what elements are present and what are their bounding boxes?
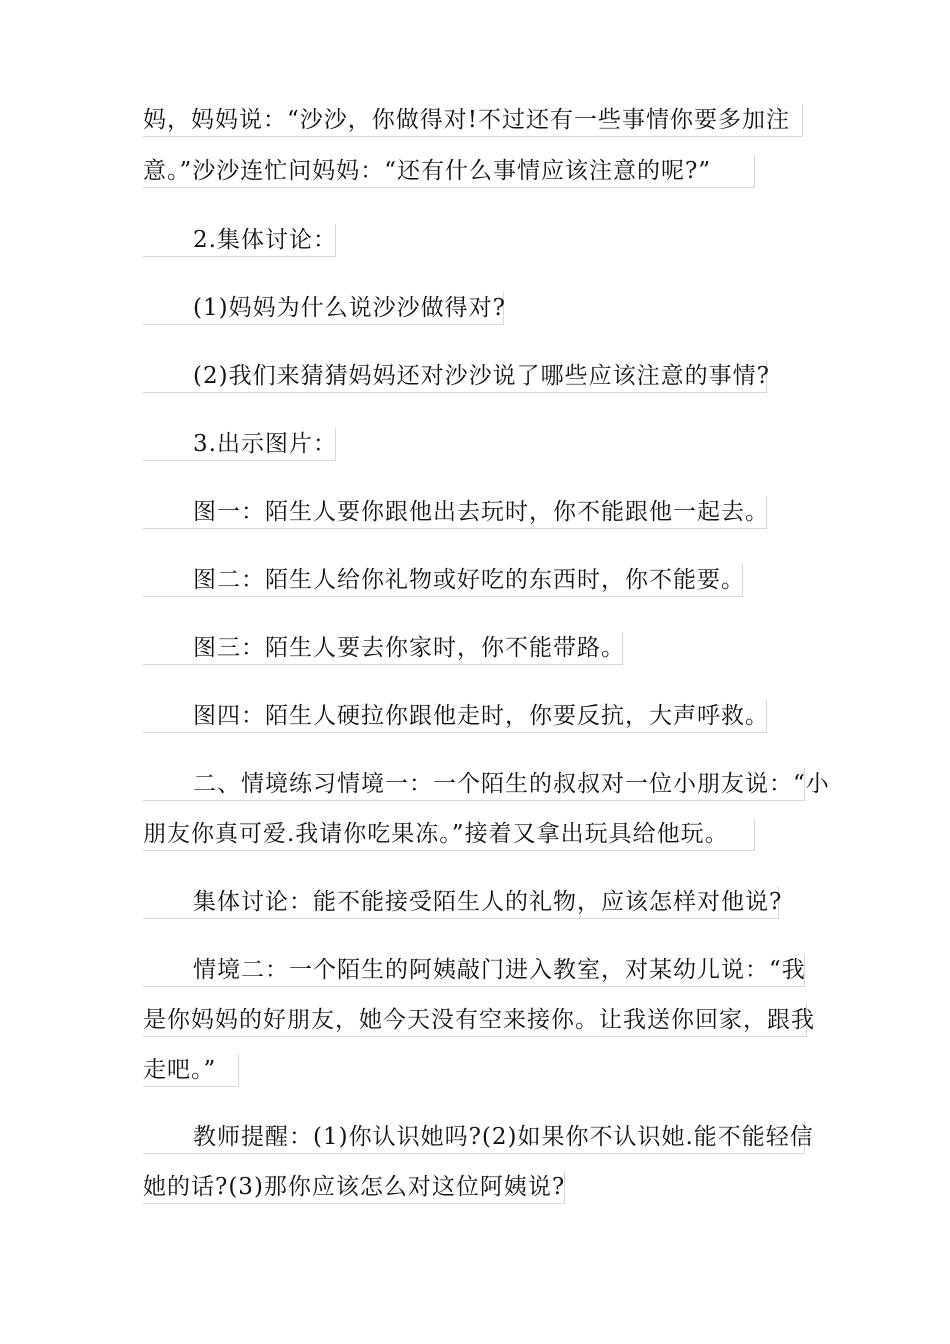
paragraph-line: 教师提醒：(1)你认识她吗?(2)如果你不认识她.能不能轻信: [143, 1121, 805, 1154]
question-item: (2)我们来猜猜妈妈还对沙沙说了哪些应该注意的事情?: [143, 360, 767, 393]
paragraph-line: 情境二：一个陌生的阿姨敲门进入教室，对某幼儿说：“我: [143, 954, 805, 987]
discussion-question: 集体讨论：能不能接受陌生人的礼物，应该怎样对他说?: [143, 886, 779, 919]
section-heading: 3.出示图片：: [143, 428, 336, 461]
picture-description: 图二：陌生人给你礼物或好吃的东西时，你不能要。: [143, 564, 743, 597]
section-heading: 2.集体讨论：: [143, 224, 336, 257]
paragraph-line: 意。”沙沙连忙问妈妈：“还有什么事情应该注意的呢?”: [143, 155, 755, 188]
question-item: (1)妈妈为什么说沙沙做得对?: [143, 292, 504, 325]
paragraph-line: 二、情境练习情境一：一个陌生的叔叔对一位小朋友说：“小: [143, 768, 805, 801]
paragraph-line: 朋友你真可爱.我请你吃果冻。”接着又拿出玩具给他玩。: [143, 818, 755, 851]
paragraph-line: 走吧。”: [143, 1054, 239, 1087]
picture-description: 图三：陌生人要去你家时，你不能带路。: [143, 632, 623, 665]
paragraph-line: 是你妈妈的好朋友，她今天没有空来接你。让我送你回家，跟我: [143, 1004, 807, 1037]
paragraph-line: 妈，妈妈说：“沙沙，你做得对!不过还有一些事情你要多加注: [143, 104, 803, 137]
paragraph-line: 她的话?(3)那你应该怎么对这位阿姨说?: [143, 1171, 565, 1204]
picture-description: 图四：陌生人硬拉你跟他走时，你要反抗，大声呼救。: [143, 700, 767, 733]
picture-description: 图一：陌生人要你跟他出去玩时，你不能跟他一起去。: [143, 496, 767, 529]
